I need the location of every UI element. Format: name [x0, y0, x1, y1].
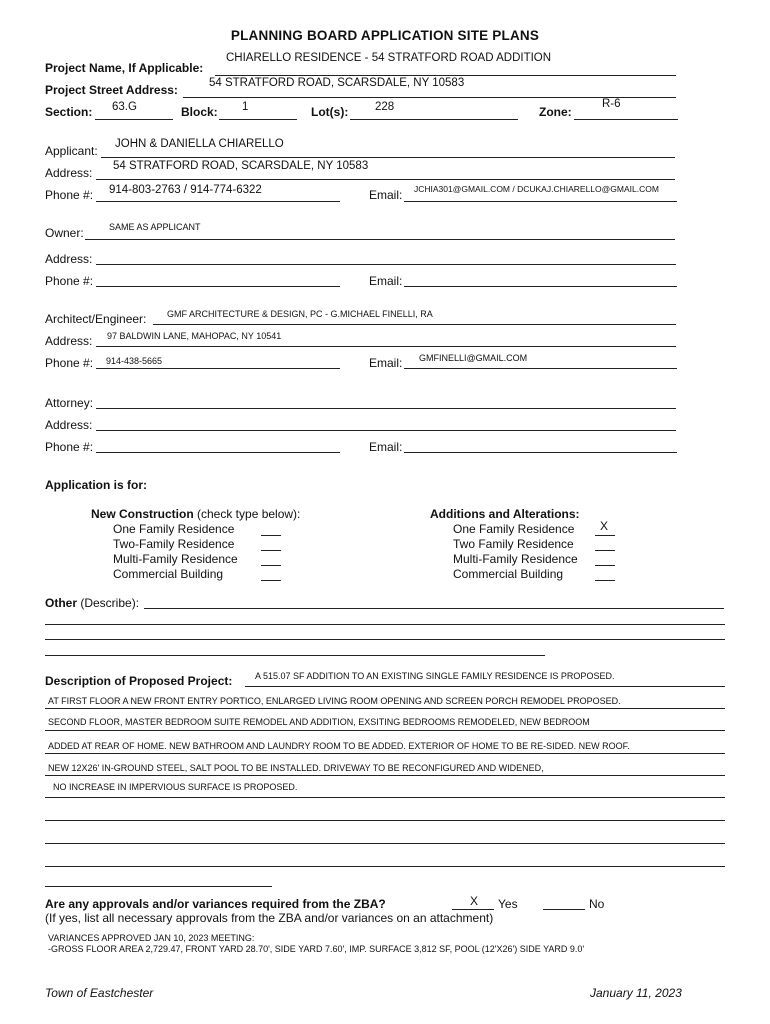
zba-yes-line[interactable]: [452, 909, 494, 910]
new-commercial-check[interactable]: [261, 580, 281, 581]
description-line-8[interactable]: [45, 866, 725, 867]
add-one-family-mark: X: [600, 519, 609, 533]
add-item-two-family: Two Family Residence: [453, 537, 574, 551]
applicant-phone-line: [96, 201, 340, 202]
new-item-multi-family: Multi-Family Residence: [113, 552, 238, 566]
new-construction-heading: [91, 507, 300, 521]
zba-yes-mark: X: [470, 894, 479, 908]
architect-label: Architect/Engineer:: [45, 312, 147, 326]
applicant-email-label: Email:: [369, 188, 403, 202]
architect-address-field[interactable]: 97 BALDWIN LANE, MAHOPAC, NY 10541: [107, 331, 282, 341]
zba-instruction: (If yes, list all necessary approvals from the ZBA and/or variances on an attachment): [45, 911, 494, 925]
add-commercial-check[interactable]: [595, 580, 615, 581]
architect-address-line: [96, 346, 676, 347]
attorney-email-line[interactable]: [404, 452, 677, 453]
applicant-field[interactable]: JOHN & DANIELLA CHIARELLO: [115, 138, 284, 150]
add-item-multi-family: Multi-Family Residence: [453, 552, 578, 566]
description-text-5[interactable]: NO INCREASE IN IMPERVIOUS SURFACE IS PROPOSED.: [53, 782, 298, 792]
new-construction-note: (check type below):: [193, 507, 301, 521]
other-label: [45, 596, 139, 610]
applicant-address-line: [96, 179, 675, 180]
new-construction-title: New Construction: [91, 507, 194, 521]
architect-phone-label: Phone #:: [45, 356, 94, 370]
zba-no-label: No: [589, 897, 605, 911]
other-title: Other: [45, 596, 78, 610]
applicant-email-field[interactable]: JCHIA301@GMAIL.COM / DCUKAJ.CHIARELLO@GMAIL.COM: [414, 184, 659, 194]
other-line-4[interactable]: [45, 655, 545, 656]
description-line-5: [45, 797, 725, 798]
new-one-family-check[interactable]: [261, 535, 281, 536]
architect-phone-line: [96, 368, 340, 369]
applicant-phone-label: Phone #:: [45, 188, 94, 202]
architect-phone-field[interactable]: 914-438-5665: [106, 356, 163, 366]
new-multi-family-check[interactable]: [261, 565, 281, 566]
attorney-address-label: Address:: [45, 418, 93, 432]
attorney-phone-line[interactable]: [96, 452, 340, 453]
description-text-4[interactable]: NEW 12X26' IN-GROUND STEEL, SALT POOL TO BE INSTALLED. DRIVEWAY TO BE RECONFIGURED AND WIDENED,: [48, 763, 544, 773]
footer-date: January 11, 2023: [590, 986, 682, 1000]
owner-address-label: Address:: [45, 252, 93, 266]
architect-field[interactable]: GMF ARCHITECTURE & DESIGN, PC - G.MICHAEL FINELLI, RA: [167, 309, 433, 319]
description-text-0[interactable]: A 515.07 SF ADDITION TO AN EXISTING SINGLE FAMILY RESIDENCE IS PROPOSED.: [255, 671, 615, 681]
applicant-address-field[interactable]: 54 STRATFORD ROAD, SCARSDALE, NY 10583: [113, 160, 369, 172]
project-street-label: Project Street Address:: [45, 83, 178, 97]
owner-phone-line[interactable]: [96, 286, 340, 287]
owner-address-line[interactable]: [96, 264, 676, 265]
add-multi-family-check[interactable]: [595, 565, 615, 566]
description-line-6[interactable]: [45, 820, 725, 821]
lots-field[interactable]: 228: [375, 101, 395, 113]
section-field[interactable]: 63.G: [112, 101, 137, 113]
owner-email-label: Email:: [369, 274, 403, 288]
architect-email-label: Email:: [369, 356, 403, 370]
new-item-commercial: Commercial Building: [113, 567, 224, 581]
attorney-line[interactable]: [96, 408, 676, 409]
project-name-field[interactable]: CHIARELLO RESIDENCE - 54 STRATFORD ROAD ADDITION: [226, 52, 552, 64]
block-line: [219, 119, 297, 120]
other-note: (Describe):: [77, 596, 140, 610]
architect-email-line: [404, 368, 677, 369]
architect-address-label: Address:: [45, 334, 93, 348]
other-line-2[interactable]: [45, 624, 725, 625]
description-line-0: [245, 686, 725, 687]
description-line-3: [45, 753, 725, 754]
project-name-label: Project Name, If Applicable:: [45, 61, 204, 75]
zone-field[interactable]: R-6: [602, 98, 621, 110]
architect-line: [153, 324, 676, 325]
other-line-3[interactable]: [45, 639, 725, 640]
description-text-2[interactable]: SECOND FLOOR, MASTER BEDROOM SUITE REMODEL AND ADDITION, EXSITING BEDROOMS REMODELED, NEW BEDROOM: [48, 717, 590, 727]
owner-email-line[interactable]: [404, 286, 677, 287]
zone-line: [574, 119, 678, 120]
owner-phone-label: Phone #:: [45, 274, 94, 288]
owner-label: Owner:: [45, 226, 84, 240]
description-line-1: [45, 708, 725, 709]
attorney-phone-label: Phone #:: [45, 440, 94, 454]
other-line-1[interactable]: [144, 608, 724, 609]
applicant-label: Applicant:: [45, 144, 98, 158]
add-two-family-check[interactable]: [595, 550, 615, 551]
new-two-family-check[interactable]: [261, 550, 281, 551]
zba-note-1: VARIANCES APPROVED JAN 10, 2023 MEETING:: [48, 933, 255, 943]
zba-question: Are any approvals and/or variances required from the ZBA?: [45, 897, 386, 911]
zba-note-2: -GROSS FLOOR AREA 2,729.47, FRONT YARD 28.70', SIDE YARD 7.60', IMP. SURFACE 3,812 SF, POOL (12'X26') SIDE YARD 9.0': [48, 944, 585, 954]
block-label: Block:: [181, 105, 218, 119]
applicant-phone-field[interactable]: 914-803-2763 / 914-774-6322: [109, 184, 262, 196]
description-line-9[interactable]: [45, 886, 272, 887]
attorney-label: Attorney:: [45, 396, 94, 410]
attorney-email-label: Email:: [369, 440, 403, 454]
block-field[interactable]: 1: [242, 101, 249, 113]
description-label: Description of Proposed Project:: [45, 674, 233, 688]
application-heading: Application is for:: [45, 478, 147, 492]
description-line-7[interactable]: [45, 843, 725, 844]
new-item-one-family: One Family Residence: [113, 522, 235, 536]
footer-town: Town of Eastchester: [45, 986, 154, 1000]
architect-email-field[interactable]: GMFINELLI@GMAIL.COM: [419, 353, 528, 363]
section-line: [95, 119, 173, 120]
new-item-two-family: Two-Family Residence: [113, 537, 235, 551]
applicant-email-line: [404, 201, 677, 202]
lots-line: [350, 119, 518, 120]
description-text-1[interactable]: AT FIRST FLOOR A NEW FRONT ENTRY PORTICO, ENLARGED LIVING ROOM OPENING AND SCREEN PORCH REMODEL PROPOSED.: [48, 696, 621, 706]
add-item-commercial: Commercial Building: [453, 567, 564, 581]
section-label: Section:: [45, 105, 93, 119]
description-text-3[interactable]: ADDED AT REAR OF HOME. NEW BATHROOM AND LAUNDRY ROOM TO BE ADDED. EXTERIOR OF HOME TO BE RE-SIDED. NEW ROOF.: [48, 741, 630, 751]
owner-field[interactable]: SAME AS APPLICANT: [109, 222, 201, 232]
zone-label: Zone:: [539, 105, 572, 119]
zba-no-line[interactable]: [543, 909, 585, 910]
project-street-field[interactable]: 54 STRATFORD ROAD, SCARSDALE, NY 10583: [209, 77, 465, 89]
add-one-family-check[interactable]: [595, 535, 615, 536]
lots-label: Lot(s):: [311, 105, 349, 119]
owner-line: [85, 239, 675, 240]
description-line-4: [45, 775, 725, 776]
applicant-line: [101, 157, 675, 158]
description-line-2: [45, 730, 725, 731]
attorney-address-line[interactable]: [96, 430, 676, 431]
project-name-line: [215, 75, 676, 76]
add-item-one-family: One Family Residence: [453, 522, 575, 536]
zba-yes-label: Yes: [498, 897, 518, 911]
additions-heading: Additions and Alterations:: [430, 507, 580, 521]
page-title: PLANNING BOARD APPLICATION SITE PLANS: [230, 28, 540, 43]
applicant-address-label: Address:: [45, 166, 93, 180]
